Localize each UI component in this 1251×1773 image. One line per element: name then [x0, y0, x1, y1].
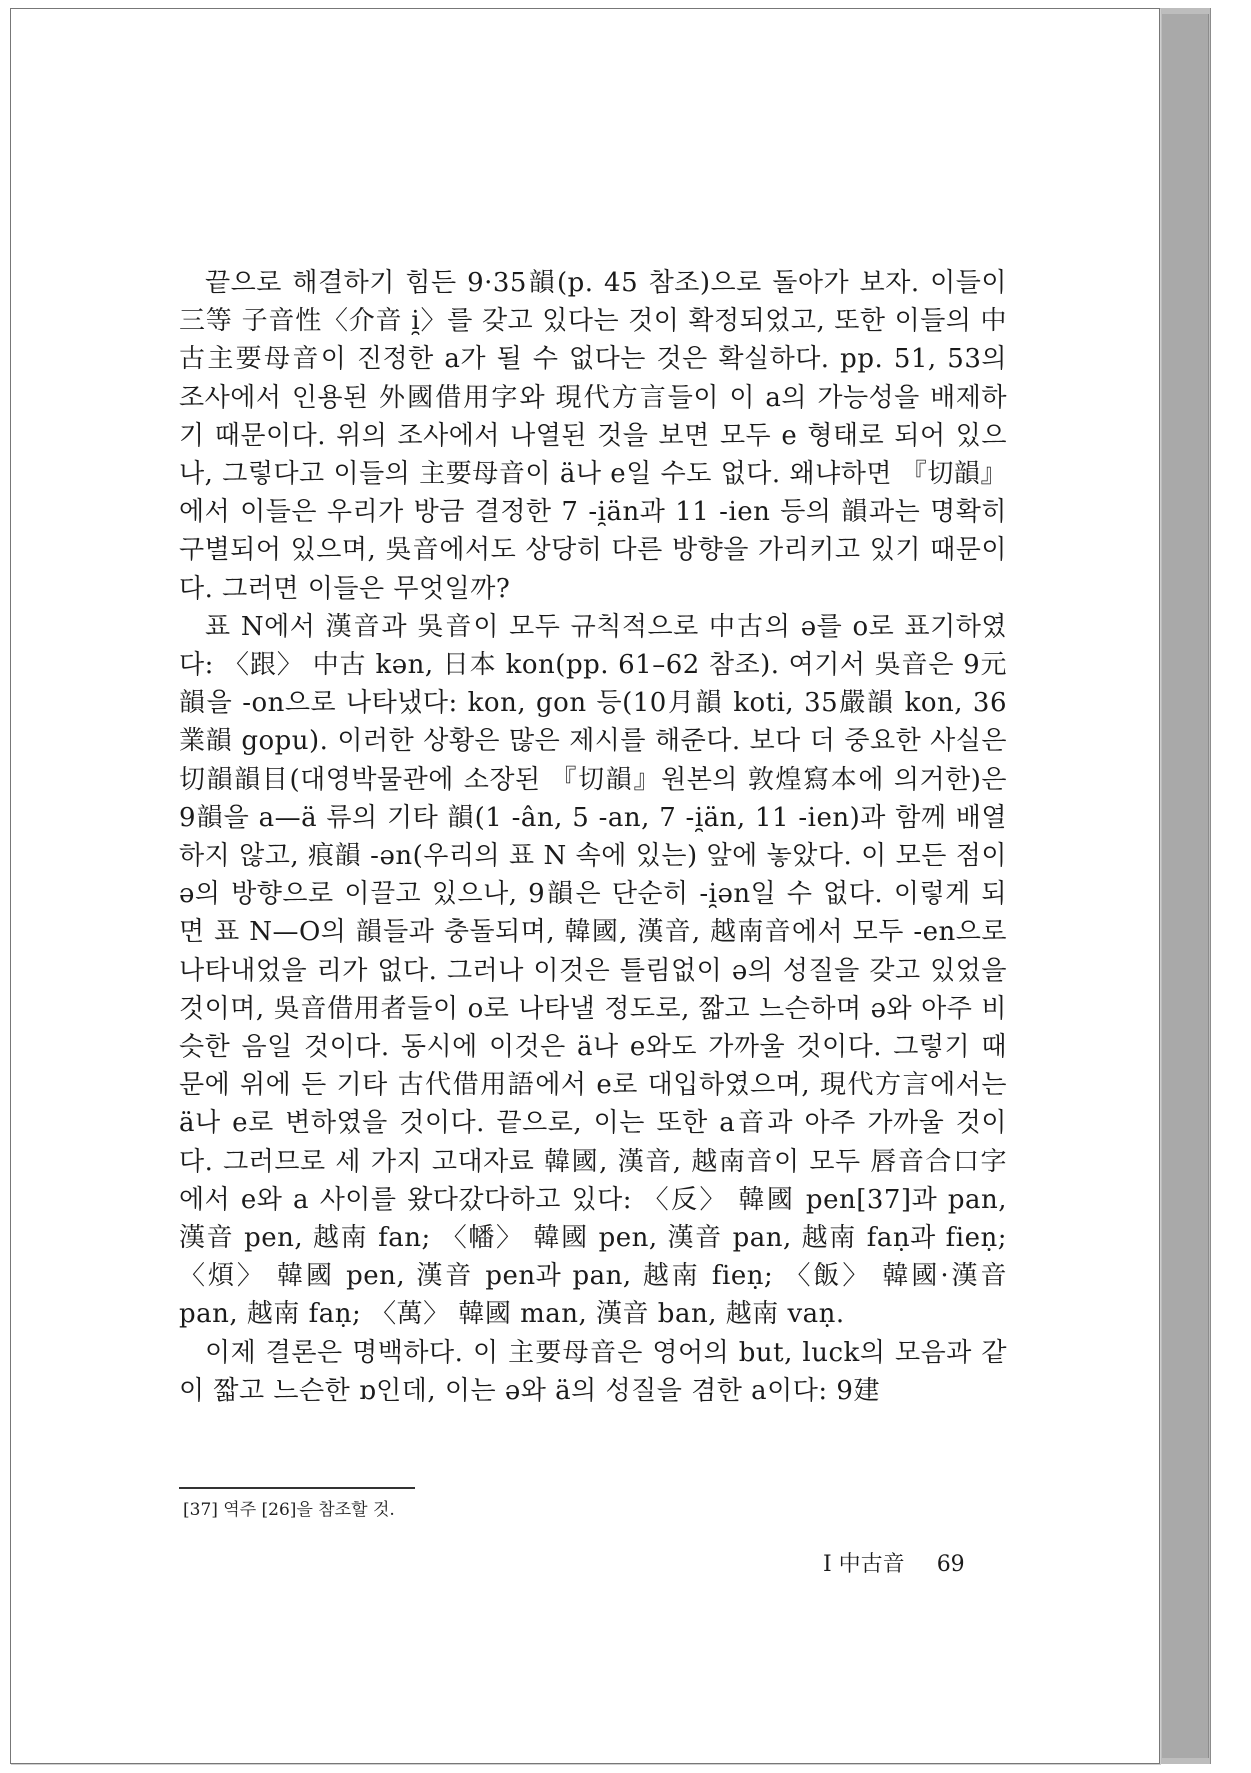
running-footer [823, 1547, 1023, 1578]
paragraph-3: 이제 결론은 명백하다. 이 主要母音은 영어의 but, luck의 모음과 같이 짧고 느슨한 ɒ인데, 이는 ə와 ä의 성질을 겸한 a이다: 9建 [179, 1337, 1007, 1406]
footnote-rule [179, 1487, 415, 1489]
book-page-stack [10, 8, 1198, 1764]
body-text [179, 264, 1007, 1410]
paragraph-1: 끝으로 해결하기 힘든 9·35韻(p. 45 참조)으로 돌아가 보자. 이들이 三等 子音性〈介音 i̯〉를 갖고 있다는 것이 확정되었고, 또한 이들의 中古主要母音이 진정한 a가 될 수 없다는 것은 확실하다. pp. 51, 53의 조사에서 인용된 外國借用字와 現代方言들이 이 a의 가능성을 배제하기 때문이다. 위의 조사에서 나열된 것을 보면 모두 e 형태로 되어 있으나, 그렇다고 이들의 主要母音이 ä나 e일 수도 없다. 왜냐하면 『切韻』에서 이들은 우리가 방금 결정한 7 -i̯än과 11 -ien 등의 韻과는 명확히 구별되어 있으며, 吳音에서도 상당히 다른 방향을 가리키고 있기 때문이다. 그러면 이들은 무엇일까? [179, 268, 1007, 604]
footer-section-title: I 中古音 [823, 1552, 905, 1577]
paragraph-2: 표 N에서 漢音과 吳音이 모두 규칙적으로 中古의 ə를 o로 표기하였다: 〈跟〉 中古 kən, 日本 kon(pp. 61–62 참조). 여기서 吳音은 9元韻을 -on으로 나타냈다: kon, gon 등(10月韻 koti, 35嚴韻 kon, 36業韻 gopu). 이러한 상황은 많은 제시를 해준다. 보다 더 중요한 사실은 切韻韻目(대영박물관에 소장된 『切韻』원본의 敦煌寫本에 의거한)은 9韻을 a—ä 류의 기타 韻(1 -ân, 5 -an, 7 -i̯än, 11 -ien)과 함께 배열하지 않고, 痕韻 -ən(우리의 표 N 속에 있는) 앞에 놓았다. 이 모든 점이 ə의 방향으로 이끌고 있으나, 9韻은 단순히 -i̯ən일 수 없다. 이렇게 되면 표 N—O의 韻들과 충돌되며, 韓國, 漢音, 越南音에서 모두 -en으로 나타내었을 리가 없다. 그러나 이것은 틀림없이 ə의 성질을 갖고 있었을 것이며, 吳音借用者들이 o로 나타낼 정도로, 짧고 느슨하며 ə와 아주 비슷한 음일 것이다. 동시에 이것은 ä나 e와도 가까울 것이다. 그렇기 때문에 위에 든 기타 古代借用語에서 e로 대입하였으며, 現代方言에서는 ä나 e로 변하였을 것이다. 끝으로, 이는 또한 a音과 아주 가까울 것이다. 그러므로 세 가지 고대자료 韓國, 漢音, 越南音이 모두 唇音合口字에서 e와 a 사이를 왔다갔다하고 있다: 〈反〉 韓國 pen[37]과 pan, 漢音 pen, 越南 fan; 〈幡〉 韓國 pen, 漢音 pan, 越南 faṇ과 fieṇ; 〈煩〉 韓國 pen, 漢音 pen과 pan, 越南 fieṇ; 〈飯〉 韓國·漢音 pan, 越南 faṇ; 〈萬〉 韓國 man, 漢音 ban, 越南 vaṇ. [179, 611, 1007, 1330]
document-page [10, 8, 1160, 1764]
page-edge-back-inner [1162, 14, 1209, 1758]
footnote: [37] 역주 [26]을 참조할 것. [183, 1500, 395, 1520]
page-number: 69 [936, 1552, 965, 1577]
